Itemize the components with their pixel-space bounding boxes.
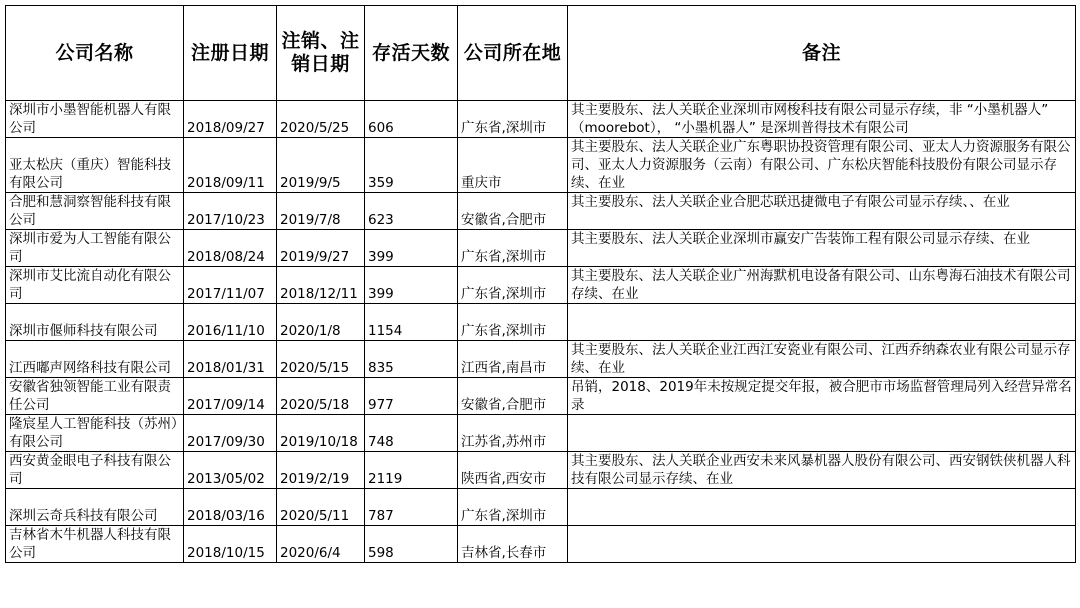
registration-date-cell: 2013/05/02 bbox=[184, 452, 277, 489]
registration-date-cell: 2017/10/23 bbox=[184, 193, 277, 230]
cancellation-date-cell: 2019/10/18 bbox=[277, 415, 365, 452]
header-row bbox=[6, 6, 1076, 101]
remarks-cell bbox=[568, 304, 1076, 341]
table-row bbox=[6, 304, 1076, 341]
cancellation-date-cell: 2019/9/5 bbox=[277, 138, 365, 193]
remarks-cell bbox=[568, 489, 1076, 526]
days-survived-cell: 606 bbox=[365, 101, 458, 138]
header-registration-date: 注册日期 bbox=[184, 6, 277, 101]
cancellation-date-cell: 2019/7/8 bbox=[277, 193, 365, 230]
remarks-cell bbox=[568, 415, 1076, 452]
cancellation-date-cell: 2020/5/11 bbox=[277, 489, 365, 526]
company-name-cell: 隆宸星人工智能科技（苏州）有限公司 bbox=[6, 415, 184, 452]
days-survived-cell: 399 bbox=[365, 267, 458, 304]
registration-date-cell: 2017/09/14 bbox=[184, 378, 277, 415]
registration-date-cell: 2018/10/15 bbox=[184, 526, 277, 563]
cancellation-date-cell: 2018/12/11 bbox=[277, 267, 365, 304]
remarks-cell: 其主要股东、法人关联企业深圳市赢安广告装饰工程有限公司显示存续、在业 bbox=[568, 230, 1076, 267]
location-cell: 安徽省,合肥市 bbox=[458, 193, 568, 230]
remarks-cell: 其主要股东、法人关联企业合肥芯联迅捷微电子有限公司显示存续、、在业 bbox=[568, 193, 1076, 230]
location-cell: 广东省,深圳市 bbox=[458, 489, 568, 526]
days-survived-cell: 977 bbox=[365, 378, 458, 415]
table-row bbox=[6, 193, 1076, 230]
table-row bbox=[6, 378, 1076, 415]
table-row bbox=[6, 267, 1076, 304]
cancellation-date-cell: 2020/5/18 bbox=[277, 378, 365, 415]
registration-date-cell: 2018/09/11 bbox=[184, 138, 277, 193]
cancellation-date-cell: 2020/1/8 bbox=[277, 304, 365, 341]
days-survived-cell: 748 bbox=[365, 415, 458, 452]
company-name-cell: 安徽省独领智能工业有限责任公司 bbox=[6, 378, 184, 415]
location-cell: 吉林省,长春市 bbox=[458, 526, 568, 563]
header-days-survived: 存活天数 bbox=[365, 6, 458, 101]
remarks-cell: 其主要股东、法人关联企业深圳市网梭科技有限公司显示存续，非 “小墨机器人” （moorebot）， “小墨机器人” 是深圳普得技术有限公司 bbox=[568, 101, 1076, 138]
company-name-cell: 合肥和慧洞察智能科技有限公司 bbox=[6, 193, 184, 230]
company-name-cell: 深圳市偃师科技有限公司 bbox=[6, 304, 184, 341]
header-location: 公司所在地 bbox=[458, 6, 568, 101]
company-name-cell: 深圳市艾比流自动化有限公司 bbox=[6, 267, 184, 304]
days-survived-cell: 359 bbox=[365, 138, 458, 193]
table-row bbox=[6, 489, 1076, 526]
days-survived-cell: 1154 bbox=[365, 304, 458, 341]
company-cancellation-table bbox=[5, 5, 1076, 563]
location-cell: 江西省,南昌市 bbox=[458, 341, 568, 378]
registration-date-cell: 2018/08/24 bbox=[184, 230, 277, 267]
location-cell: 广东省,深圳市 bbox=[458, 304, 568, 341]
location-cell: 陕西省,西安市 bbox=[458, 452, 568, 489]
table-row bbox=[6, 526, 1076, 563]
cancellation-date-cell: 2019/9/27 bbox=[277, 230, 365, 267]
table-row bbox=[6, 101, 1076, 138]
remarks-cell: 吊销，2018、2019年未按规定提交年报，被合肥市市场监督管理局列入经营异常名录 bbox=[568, 378, 1076, 415]
remarks-cell: 其主要股东、法人关联企业广东粤职协投资管理有限公司、亚太人力资源服务有限公司、亚太人力资源服务（云南）有限公司、广东松庆智能科技股份有限公司显示存续、在业 bbox=[568, 138, 1076, 193]
cancellation-date-cell: 2020/6/4 bbox=[277, 526, 365, 563]
header-remarks: 备注 bbox=[568, 6, 1076, 101]
days-survived-cell: 623 bbox=[365, 193, 458, 230]
company-name-cell: 亚太松庆（重庆）智能科技有限公司 bbox=[6, 138, 184, 193]
registration-date-cell: 2017/09/30 bbox=[184, 415, 277, 452]
days-survived-cell: 598 bbox=[365, 526, 458, 563]
table-row bbox=[6, 138, 1076, 193]
remarks-cell bbox=[568, 526, 1076, 563]
company-name-cell: 深圳市小墨智能机器人有限公司 bbox=[6, 101, 184, 138]
location-cell: 广东省,深圳市 bbox=[458, 230, 568, 267]
location-cell: 广东省,深圳市 bbox=[458, 267, 568, 304]
table-row bbox=[6, 341, 1076, 378]
company-name-cell: 吉林省木牛机器人科技有限公司 bbox=[6, 526, 184, 563]
header-cancellation-date: 注销、注销日期 bbox=[277, 6, 365, 101]
cancellation-date-cell: 2020/5/25 bbox=[277, 101, 365, 138]
registration-date-cell: 2016/11/10 bbox=[184, 304, 277, 341]
company-name-cell: 江西嘟声网络科技有限公司 bbox=[6, 341, 184, 378]
days-survived-cell: 399 bbox=[365, 230, 458, 267]
days-survived-cell: 787 bbox=[365, 489, 458, 526]
location-cell: 江苏省,苏州市 bbox=[458, 415, 568, 452]
table-row bbox=[6, 415, 1076, 452]
cancellation-date-cell: 2020/5/15 bbox=[277, 341, 365, 378]
remarks-cell: 其主要股东、法人关联企业西安未来风暴机器人股份有限公司、西安钢铁侠机器人科技有限公司显示存续、在业 bbox=[568, 452, 1076, 489]
remarks-cell: 其主要股东、法人关联企业江西江安瓷业有限公司、江西乔纳森农业有限公司显示存续、在业 bbox=[568, 341, 1076, 378]
location-cell: 安徽省,合肥市 bbox=[458, 378, 568, 415]
remarks-cell: 其主要股东、法人关联企业广州海默机电设备有限公司、山东粤海石油技术有限公司存续、在业 bbox=[568, 267, 1076, 304]
table-row bbox=[6, 452, 1076, 489]
company-name-cell: 西安黄金眼电子科技有限公司 bbox=[6, 452, 184, 489]
registration-date-cell: 2018/09/27 bbox=[184, 101, 277, 138]
company-name-cell: 深圳云奇兵科技有限公司 bbox=[6, 489, 184, 526]
location-cell: 广东省,深圳市 bbox=[458, 101, 568, 138]
registration-date-cell: 2018/03/16 bbox=[184, 489, 277, 526]
registration-date-cell: 2018/01/31 bbox=[184, 341, 277, 378]
days-survived-cell: 835 bbox=[365, 341, 458, 378]
registration-date-cell: 2017/11/07 bbox=[184, 267, 277, 304]
days-survived-cell: 2119 bbox=[365, 452, 458, 489]
location-cell: 重庆市 bbox=[458, 138, 568, 193]
header-company-name: 公司名称 bbox=[6, 6, 184, 101]
cancellation-date-cell: 2019/2/19 bbox=[277, 452, 365, 489]
table-row bbox=[6, 230, 1076, 267]
company-name-cell: 深圳市爱为人工智能有限公司 bbox=[6, 230, 184, 267]
